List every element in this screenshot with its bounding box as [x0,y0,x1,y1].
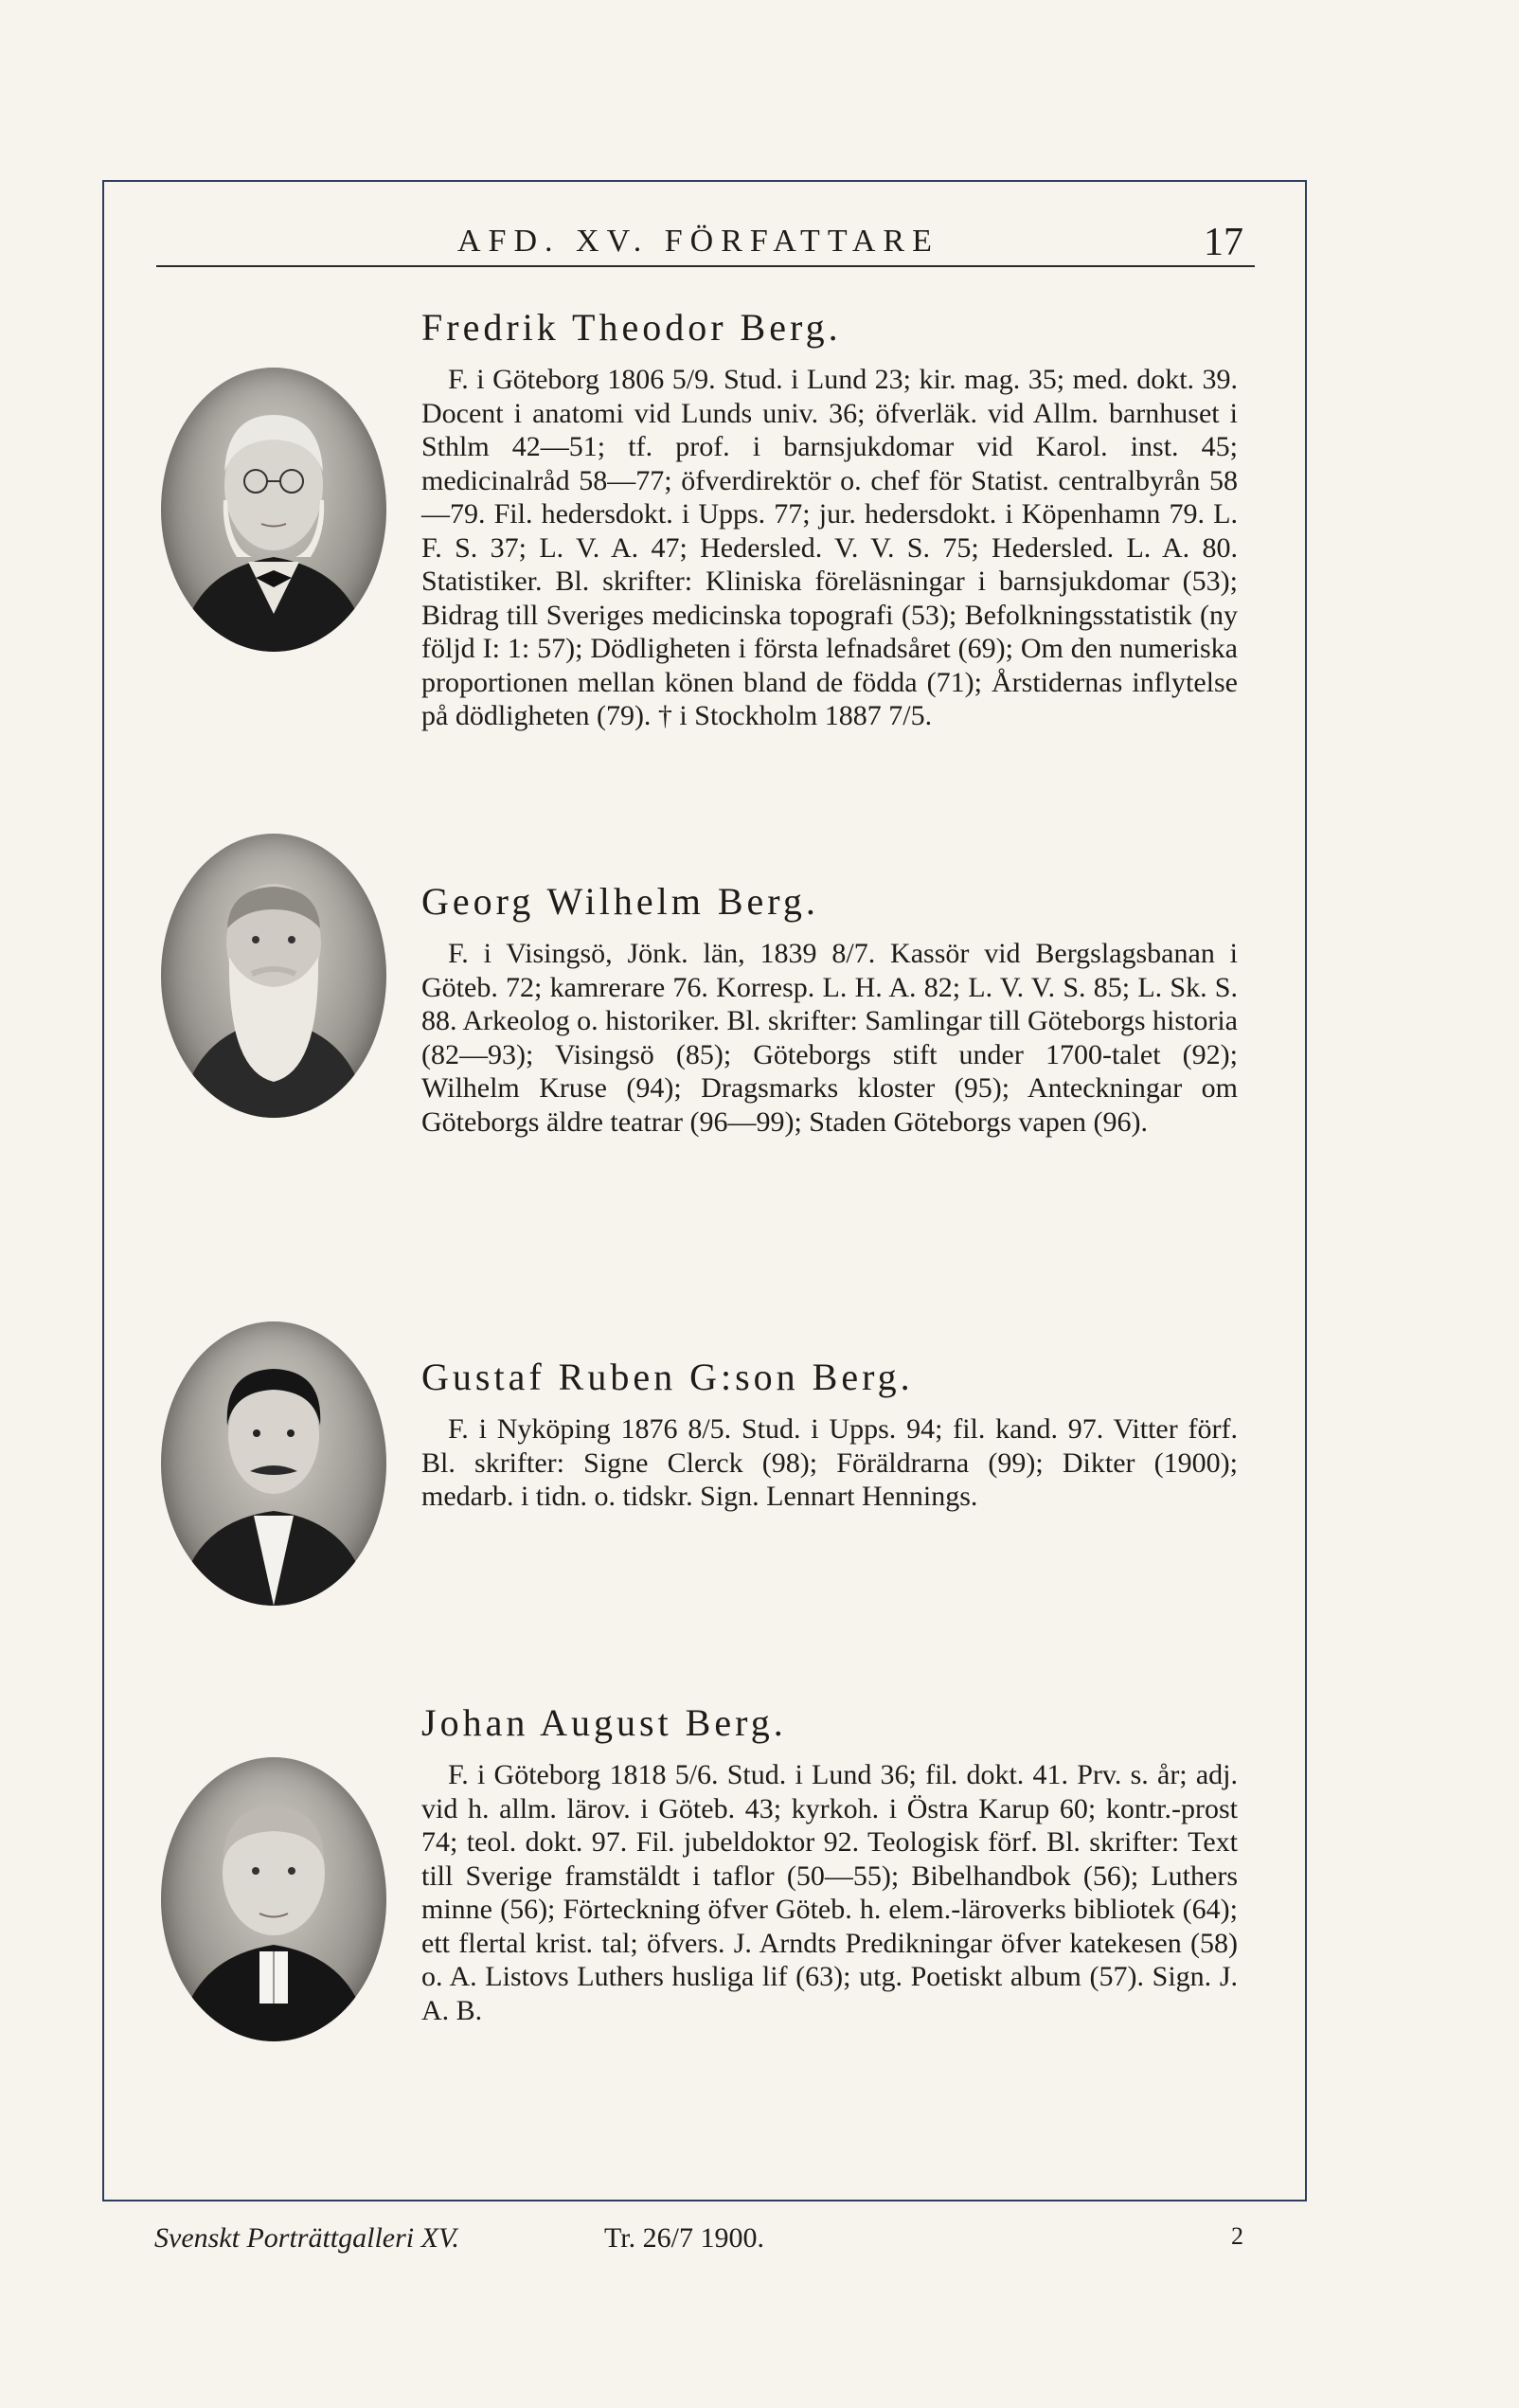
entry-name: Georg Wilhelm Berg. [421,880,819,923]
running-header [156,216,1255,267]
portrait-young-man-moustache-icon [161,1321,386,1606]
section-title: AFD. XV. FÖRFATTARE [457,224,939,259]
entry-name: Johan August Berg. [421,1701,787,1744]
entry-name: Fredrik Theodor Berg. [421,306,842,349]
entry-georg-wilhelm-berg [421,879,1238,1139]
series-title: Svenskt Porträttgalleri XV. [154,2222,459,2254]
entry-biography: F. i Göteborg 1806 5/9. Stud. i Lund 23; kir. mag. 35; med. dokt. 39. Docent i anatomi vid Lunds univ. 36; öfverläk. vid Allm. barnhuset i Sthlm 42—51; tf. prof. i barnsjukdomar vid Karol. inst. 45; medicinalråd 58—77; öfverdirektör o. chef för Statist. centralbyrån 58—79. Fil. hedersdokt. i Upps. 77; jur. hedersdokt. i Köpenhamn 79. L. F. S. 37; L. V. A. 47; Hedersled. V. V. S. 75; Hedersled. L. A. 80. Statistiker. Bl. skrifter: Kliniska föreläsningar i barnsjukdomar (53); Bidrag till Sveriges medicinska topografi (53); Befolkningsstatistik (ny följd I: 1: 57); Dödligheten i första lefnadsåret (69); Om den numeriska proportionen mellan könen bland de födda (71); Årstidernas inflytelse på dödligheten (79). † i Stockholm 1887 7/5. [421,364,1238,731]
entry-fredrik-theodor-berg [421,305,1238,733]
page-number: 17 [1204,221,1243,264]
portrait-bearded-man-icon [161,834,386,1118]
entry-biography: F. i Göteborg 1818 5/6. Stud. i Lund 36; fil. dokt. 41. Prv. s. år; adj. vid h. allm. lärov. i Göteb. 43; kyrkoh. i Östra Karup 60; kontr.-prost 74; teol. dokt. 97. Fil. jubeldoktor 92. Teologisk förf. Bl. skrifter: Text till Sverige framstäldt i taflor (50—55); Bibelhandbok (56); Luthers minne (56); Förteckning öfver Göteb. h. elem.-läroverks bibliotek (64); ett flertal krist. tal; öfvers. J. Arndts Predikningar öfver katekesen (58) o. A. Listovs Luthers husliga lif (63); utg. Poetiskt album (57). Sign. J. A. B. [421,1759,1238,2026]
entry-biography: F. i Visingsö, Jönk. län, 1839 8/7. Kassör vid Bergslagsbanan i Göteb. 72; kamrerare 76. Korresp. L. H. A. 82; L. V. V. S. 85; L. Sk. S. 88. Arkeolog o. historiker. Bl. skrifter: Samlingar till Göteborgs historia (82—93); Visingsö (85); Göteborgs stift under 1700-talet (92); Wilhelm Kruse (94); Dragsmarks kloster (95); Anteckningar om Göteborgs äldre teatrar (96—99); Staden Göteborgs vapen (96). [421,938,1238,1138]
entry-gustaf-ruben-berg [421,1355,1238,1514]
print-date: Tr. 26/7 1900. [604,2222,764,2254]
page-footer [154,2217,1253,2264]
sheet-number: 2 [1231,2222,1243,2250]
entry-name: Gustaf Ruben G:son Berg. [421,1356,914,1398]
entry-johan-august-berg [421,1700,1238,2027]
entry-biography: F. i Nyköping 1876 8/5. Stud. i Upps. 94; fil. kand. 97. Vitter förf. Bl. skrifter: Signe Clerck (98); Föräldrarna (99); Dikter (1900); medarb. i tidn. o. tidskr. Sign. Lennart Hennings. [421,1413,1238,1512]
portrait-clergyman-icon [161,1757,386,2041]
portrait-elderly-man-glasses-icon [161,368,386,652]
